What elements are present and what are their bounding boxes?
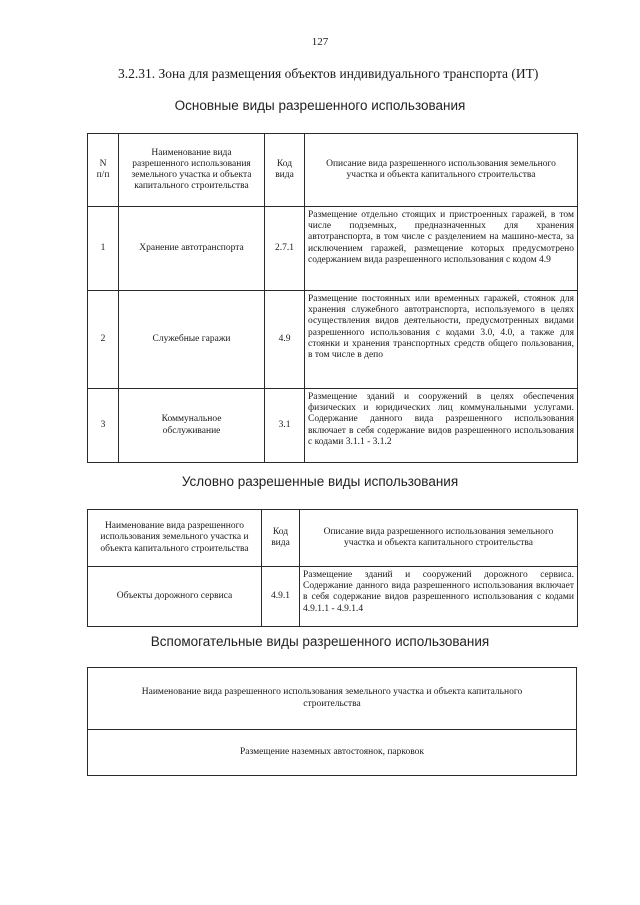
table-row xyxy=(88,730,577,776)
header-name: Наименование вида разрешенного использования земельного участка и объекта капитального строительства xyxy=(119,134,265,207)
conditional-uses-table xyxy=(87,509,578,627)
row-name: Хранение автотранспорта xyxy=(119,207,265,291)
table-row xyxy=(88,291,578,389)
section-title: 3.2.31. Зона для размещения объектов индивидуального транспорта (ИТ) xyxy=(118,66,539,81)
main-uses-heading: Основные виды разрешенного использования xyxy=(174,98,466,113)
row-description: Размещение зданий и сооружений в целях обеспечения физических и юридических лиц коммунальными услугами. Содержание данного вида разрешенного использования включает в себя содержание видов разрешенного использования с кодами 3.1.1 - 3.1.2 xyxy=(305,389,578,463)
row-description: Размещение зданий и сооружений дорожного сервиса. Содержание данного вида разрешенного использования включает в себя содержание видов разрешенного использования с кодами 4.9.1.1 - 4.9.1.4 xyxy=(300,567,578,627)
row-name: Объекты дорожного сервиса xyxy=(88,567,262,627)
table-row xyxy=(88,389,578,463)
table-row xyxy=(88,207,578,291)
main-uses-table xyxy=(87,133,578,463)
row-code: 3.1 xyxy=(265,389,305,463)
page-number: 127 xyxy=(311,36,329,48)
header-code: Код вида xyxy=(265,134,305,207)
row-description: Размещение отдельно стоящих и пристроенных гаражей, в том числе подземных, предназначенных для хранения автотранспорта, в том числе с разделением на машино-места, за исключением гаражей, размещение которых предусмотрено содержанием вида разрешенного использования с кодом 4.9 xyxy=(305,207,578,291)
auxiliary-uses-table xyxy=(87,667,577,776)
table-header-row xyxy=(88,510,578,567)
row-code: 2.7.1 xyxy=(265,207,305,291)
header-num: N п/п xyxy=(88,134,119,207)
row-num: 1 xyxy=(88,207,119,291)
table-header-row xyxy=(88,668,577,730)
conditional-uses-heading: Условно разрешенные виды использования xyxy=(181,474,459,489)
table-row xyxy=(88,567,578,627)
header-code: Код вида xyxy=(262,510,300,567)
row-num: 3 xyxy=(88,389,119,463)
row-name: Служебные гаражи xyxy=(119,291,265,389)
row-code: 4.9.1 xyxy=(262,567,300,627)
row-name: Коммунальное обслуживание xyxy=(119,389,265,463)
header-description: Описание вида разрешенного использования земельного участка и объекта капитального строительства xyxy=(300,510,578,567)
row-name: Размещение наземных автостоянок, парковок xyxy=(88,730,577,776)
row-code: 4.9 xyxy=(265,291,305,389)
row-description: Размещение постоянных или временных гаражей, стоянок для хранения служебного автотранспорта, используемого в целях осуществления видов деятельности, предусмотренных видами разрешенного использования с кодами 3.0, 4.0, а также для стоянки и хранения транспортных средств общего пользования, в том числе в депо xyxy=(305,291,578,389)
row-num: 2 xyxy=(88,291,119,389)
auxiliary-uses-heading: Вспомогательные виды разрешенного использования xyxy=(150,634,490,649)
header-description: Описание вида разрешенного использования земельного участка и объекта капитального строительства xyxy=(305,134,578,207)
header-name: Наименование вида разрешенного использования земельного участка и объекта капитального строительства xyxy=(88,668,577,730)
table-header-row xyxy=(88,134,578,207)
header-name: Наименование вида разрешенного использования земельного участка и объекта капитального строительства xyxy=(88,510,262,567)
